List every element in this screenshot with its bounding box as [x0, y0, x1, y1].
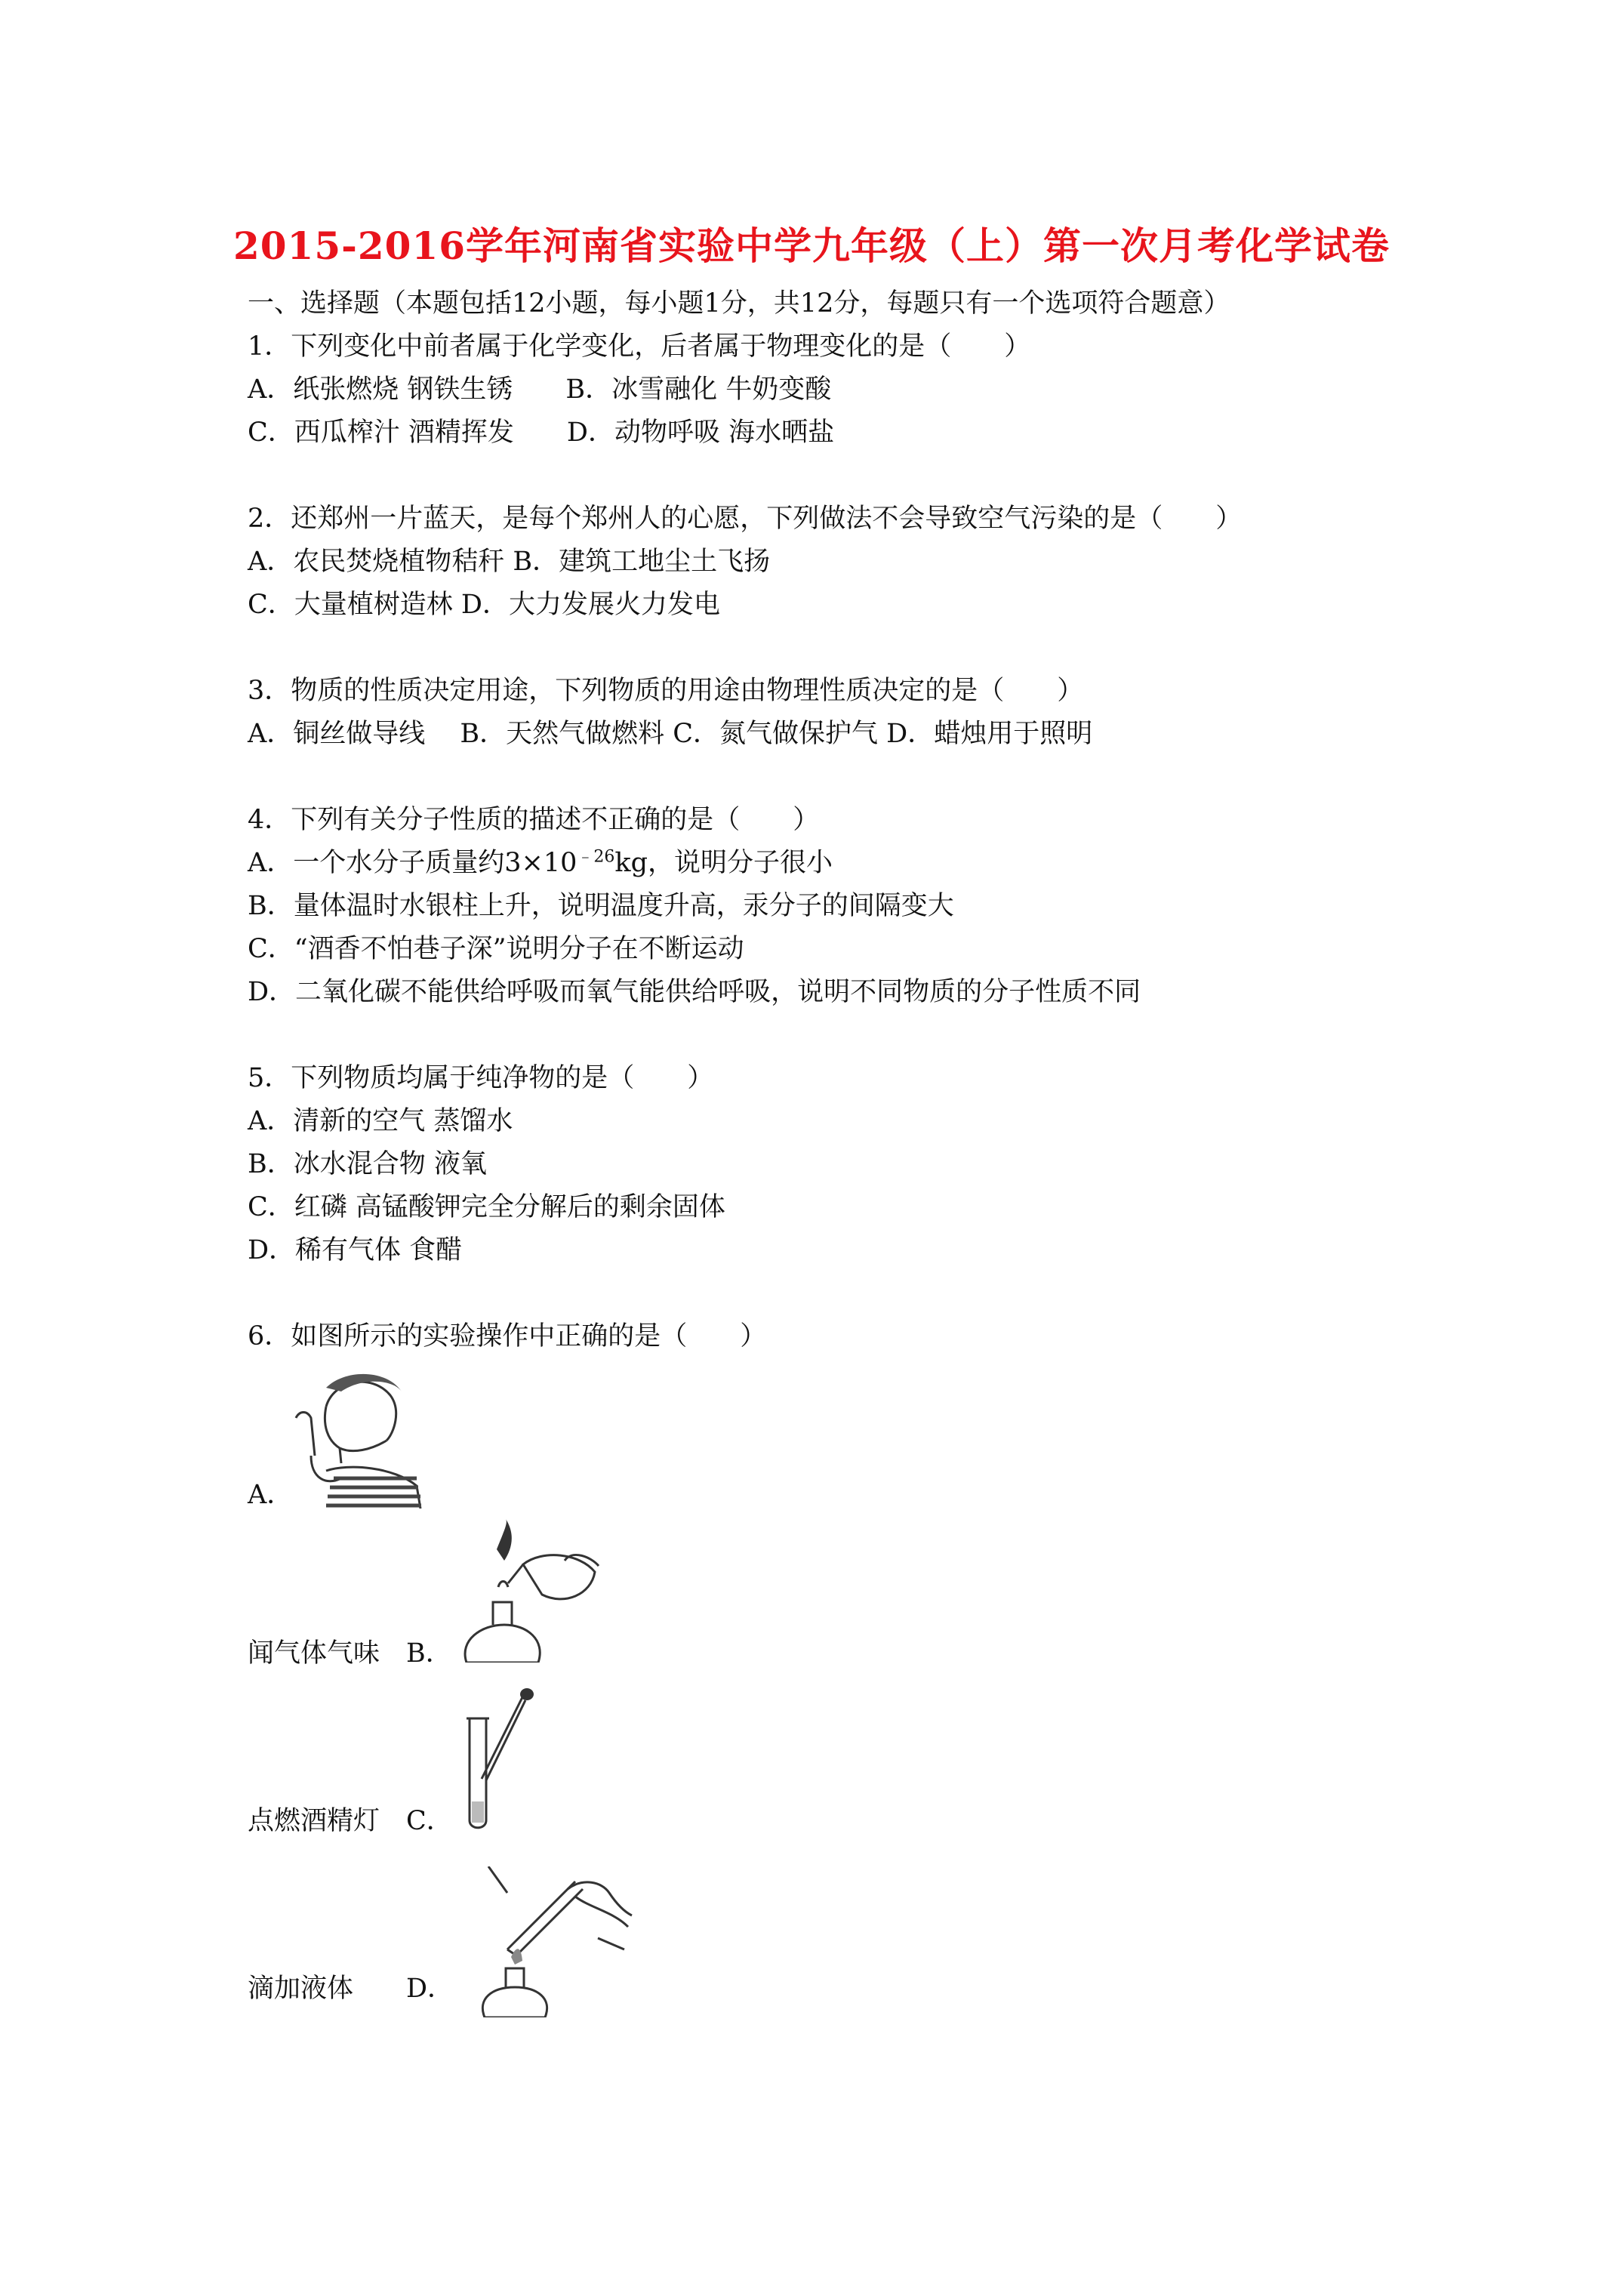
q4-stem: 4．下列有关分子性质的描述不正确的是（ ）: [248, 805, 820, 835]
q4-option-a-pre: A．一个水分子质量约3×10: [248, 848, 577, 878]
q6-label-a: A．: [248, 1480, 294, 1510]
q5-option-d: D．稀有气体 食醋: [248, 1235, 463, 1265]
q6-caption-a-label-b: 闻气体气味 B．: [248, 1638, 452, 1669]
q5-option-c: C．红磷 高锰酸钾完全分解后的剩余固体: [248, 1192, 725, 1222]
q4-option-d: D．二氧化碳不能供给呼吸而氧气能供给呼吸，说明不同物质的分子性质不同: [248, 977, 1141, 1007]
q5-option-a: A．清新的空气 蒸馏水: [248, 1106, 513, 1136]
q5-option-b: B．冰水混合物 液氧: [248, 1149, 487, 1179]
figure-smell-gas: [281, 1365, 424, 1509]
q4-option-a: [248, 846, 833, 880]
q6-stem: 6．如图所示的实验操作中正确的是（ ）: [248, 1321, 767, 1351]
q1-options-ab: A．纸张燃烧 钢铁生锈 B．冰雪融化 牛奶变酸: [248, 374, 832, 405]
q2-options-cd: C．大量植树造林 D．大力发展火力发电: [248, 590, 720, 620]
q6-caption-c-label-d: 滴加液体 D．: [248, 1974, 454, 2004]
figure-heat-liquid: [462, 1866, 636, 2017]
q5-stem: 5．下列物质均属于纯净物的是（ ）: [248, 1063, 714, 1093]
q1-options-cd: C．西瓜榨汁 酒精挥发 D．动物呼吸 海水晒盐: [248, 418, 835, 448]
figure-light-lamp: [451, 1519, 602, 1663]
q1-stem: 1．下列变化中前者属于化学变化，后者属于物理变化的是（ ）: [248, 331, 1031, 362]
page-title: 2015-2016学年河南省实验中学九年级（上）第一次月考化学试卷: [233, 223, 1390, 268]
figure-drop-liquid: [453, 1688, 544, 1832]
q4-option-c: C．“酒香不怕巷子深”说明分子在不断运动: [248, 934, 744, 964]
q4-option-a-post: kg，说明分子很小: [614, 848, 833, 878]
q2-options-ab: A．农民焚烧植物秸秆 B．建筑工地尘土飞扬: [248, 547, 771, 577]
q4-option-a-exponent: ﹣26: [577, 847, 615, 867]
q6-caption-b-label-c: 点燃酒精灯 C．: [248, 1806, 453, 1836]
q4-option-b: B．量体温时水银柱上升，说明温度升高，汞分子的间隔变大: [248, 891, 954, 921]
section-heading: 一、选择题（本题包括12小题，每小题1分，共12分，每题只有一个选项符合题意）: [248, 288, 1230, 319]
q3-options: A．铜丝做导线 B．天然气做燃料 C．氮气做保护气 D．蜡烛用于照明: [248, 719, 1093, 749]
q2-stem: 2．还郑州一片蓝天，是每个郑州人的心愿，下列做法不会导致空气污染的是（ ）: [248, 504, 1243, 534]
q3-stem: 3．物质的性质决定用途，下列物质的用途由物理性质决定的是（ ）: [248, 676, 1084, 706]
